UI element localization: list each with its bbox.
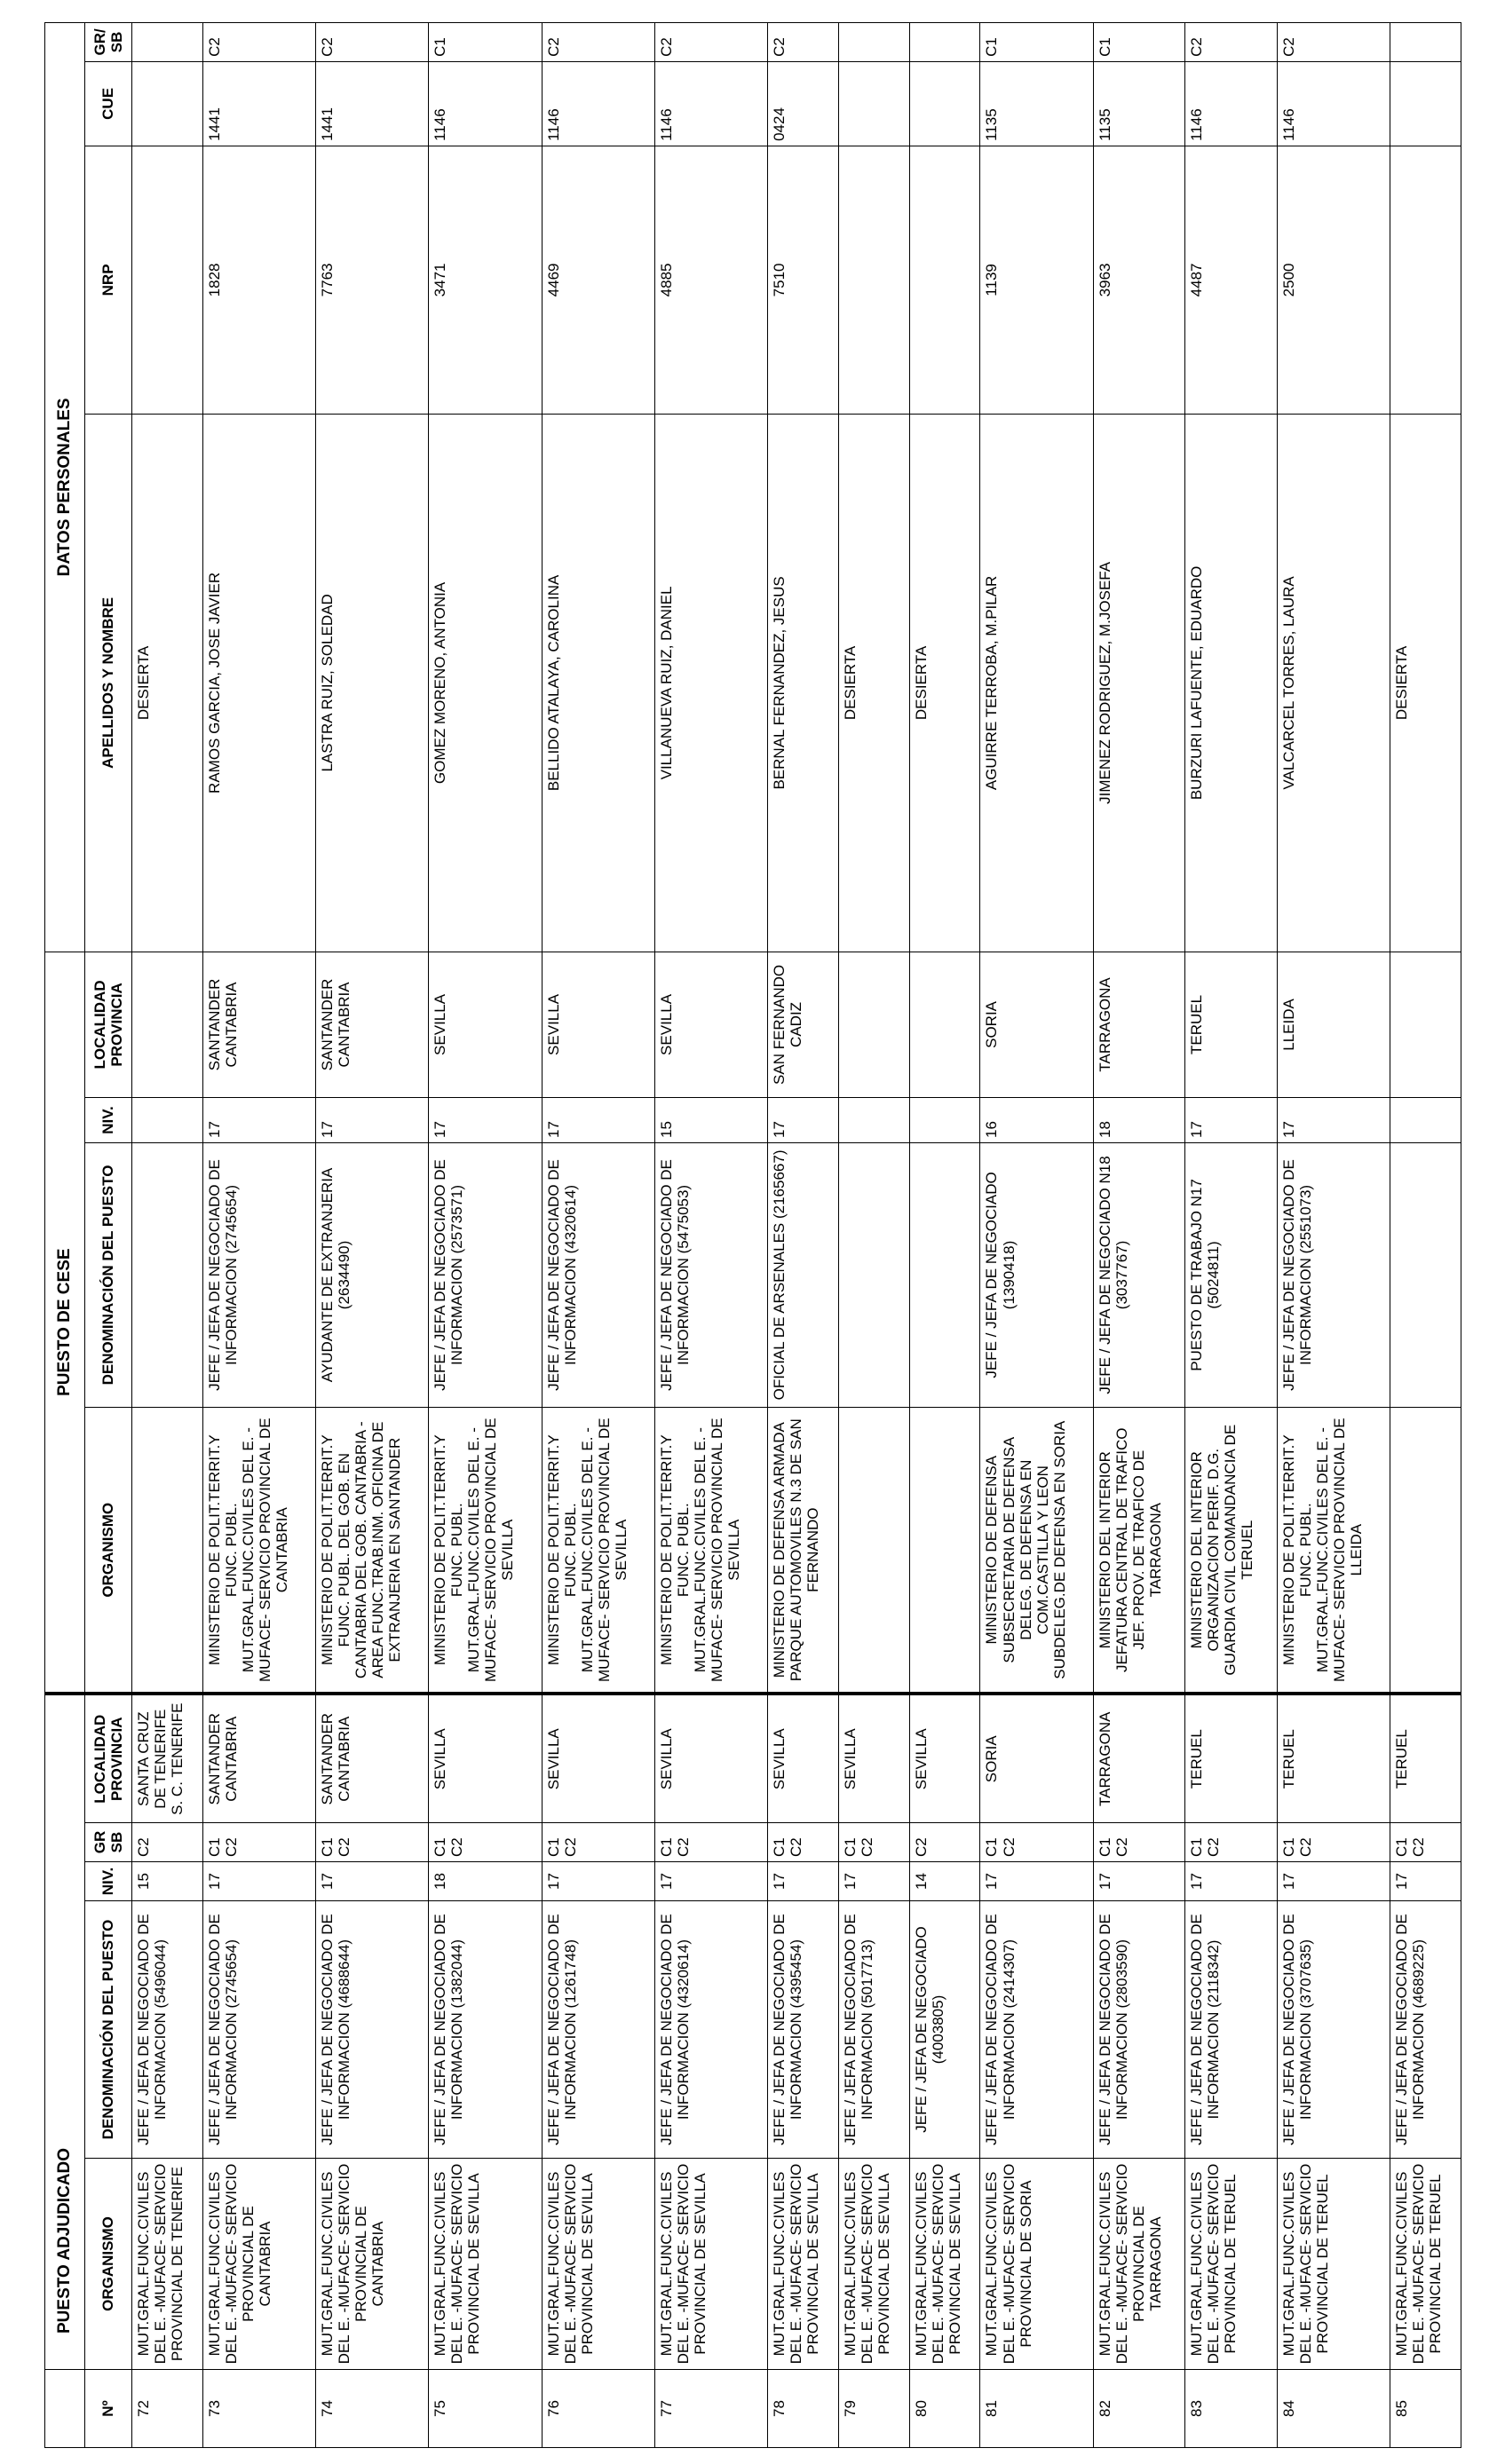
adjudicado-localidad: SEVILLA bbox=[838, 1694, 909, 1822]
cue: 1146 bbox=[654, 61, 767, 146]
row-number: 74 bbox=[316, 2370, 429, 2448]
adjudicado-grupo: C1 C2 bbox=[1093, 1823, 1185, 1862]
nrp: 3963 bbox=[1093, 146, 1185, 414]
adjudicado-organismo: MUT.GRAL.FUNC.CIVILES DEL E. -MUFACE- SERVICIO PROVINCIAL DE SEVILLA bbox=[542, 2159, 654, 2370]
cese-localidad bbox=[132, 952, 203, 1097]
nrp: 7763 bbox=[316, 146, 429, 414]
table-row bbox=[542, 22, 654, 2447]
adjudicado-denominacion: JEFE / JEFA DE NEGOCIADO DE INFORMACION (2745654) bbox=[202, 1901, 315, 2159]
adjudicado-nivel: 17 bbox=[768, 1862, 839, 1901]
row-number: 80 bbox=[909, 2370, 980, 2448]
col-cue: CUE bbox=[85, 61, 132, 146]
table-row bbox=[429, 22, 542, 2447]
adjudicado-organismo: MUT.GRAL.FUNC.CIVILES DEL E. -MUFACE- SERVICIO PROVINCIAL DE TENERIFE bbox=[132, 2159, 203, 2370]
row-number: 78 bbox=[768, 2370, 839, 2448]
row-number: 77 bbox=[654, 2370, 767, 2448]
col-gr-sb: GR SB bbox=[85, 1823, 132, 1862]
cese-nivel bbox=[838, 1097, 909, 1142]
apellidos-nombre: DESIERTA bbox=[838, 414, 909, 952]
cese-organismo: MINISTERIO DEL INTERIOR JEFATURA CENTRAL DE TRAFICO JEF. PROV. DE TRAFICO DE TARRAGONA bbox=[1093, 1407, 1185, 1694]
cese-localidad bbox=[1390, 952, 1461, 1097]
cese-organismo: MINISTERIO DE POLIT.TERRIT.Y FUNC. PUBL. MUT.GRAL.FUNC.CIVILES DEL E. -MUFACE- SERVICIO PROVINCIAL DE CANTABRIA bbox=[202, 1407, 315, 1694]
apellidos-nombre: JIMENEZ RODRIGUEZ, M.JOSEFA bbox=[1093, 414, 1185, 952]
cese-organismo bbox=[909, 1407, 980, 1694]
adjudicado-organismo: MUT.GRAL.FUNC.CIVILES DEL E. -MUFACE- SERVICIO PROVINCIAL DE SEVILLA bbox=[909, 2159, 980, 2370]
cese-localidad: TERUEL bbox=[1185, 952, 1278, 1097]
adjudicado-nivel: 17 bbox=[654, 1862, 767, 1901]
adjudicado-grupo: C1 C2 bbox=[1277, 1823, 1390, 1862]
adjudicado-denominacion: JEFE / JEFA DE NEGOCIADO DE INFORMACION (4320614) bbox=[654, 1901, 767, 2159]
cese-localidad: SEVILLA bbox=[429, 952, 542, 1097]
adjudicado-organismo: MUT.GRAL.FUNC.CIVILES DEL E. -MUFACE- SERVICIO PROVINCIAL DE TERUEL bbox=[1185, 2159, 1278, 2370]
nrp: 4469 bbox=[542, 146, 654, 414]
adjudicado-denominacion: JEFE / JEFA DE NEGOCIADO DE INFORMACION (1261748) bbox=[542, 1901, 654, 2159]
row-number: 73 bbox=[202, 2370, 315, 2448]
grupo-subgrupo bbox=[1390, 22, 1461, 61]
nrp: 2500 bbox=[1277, 146, 1390, 414]
adjudicado-organismo: MUT.GRAL.FUNC.CIVILES DEL E. -MUFACE- SERVICIO PROVINCIAL DE SORIA bbox=[980, 2159, 1093, 2370]
cese-nivel: 17 bbox=[1185, 1097, 1278, 1142]
adjudicado-nivel: 14 bbox=[909, 1862, 980, 1901]
cese-denominacion: JEFE / JEFA DE NEGOCIADO DE INFORMACION (2573571) bbox=[429, 1142, 542, 1407]
adjudicado-organismo: MUT.GRAL.FUNC.CIVILES DEL E. -MUFACE- SERVICIO PROVINCIAL DE SEVILLA bbox=[429, 2159, 542, 2370]
adjudicado-denominacion: JEFE / JEFA DE NEGOCIADO DE INFORMACION (2414307) bbox=[980, 1901, 1093, 2159]
adjudicado-denominacion: JEFE / JEFA DE NEGOCIADO DE INFORMACION (3707635) bbox=[1277, 1901, 1390, 2159]
row-number: 84 bbox=[1277, 2370, 1390, 2448]
cese-denominacion: JEFE / JEFA DE NEGOCIADO DE INFORMACION (2745654) bbox=[202, 1142, 315, 1407]
adjudicado-grupo: C1 C2 bbox=[1390, 1823, 1461, 1862]
adjudicado-denominacion: JEFE / JEFA DE NEGOCIADO DE INFORMACION (4689225) bbox=[1390, 1901, 1461, 2159]
nrp bbox=[838, 146, 909, 414]
table-row bbox=[980, 22, 1093, 2447]
grupo-subgrupo: C2 bbox=[768, 22, 839, 61]
adjudicado-organismo: MUT.GRAL.FUNC.CIVILES DEL E. -MUFACE- SERVICIO PROVINCIAL DE CANTABRIA bbox=[316, 2159, 429, 2370]
grupo-subgrupo: C2 bbox=[202, 22, 315, 61]
cue: 1146 bbox=[542, 61, 654, 146]
adjudicado-localidad: SEVILLA bbox=[768, 1694, 839, 1822]
cese-denominacion: AYUDANTE DE EXTRANJERIA (2634490) bbox=[316, 1142, 429, 1407]
adjudicado-nivel: 17 bbox=[202, 1862, 315, 1901]
grupo-subgrupo: C2 bbox=[316, 22, 429, 61]
apellidos-nombre: DESIERTA bbox=[132, 414, 203, 952]
adjudicado-organismo: MUT.GRAL.FUNC.CIVILES DEL E. -MUFACE- SERVICIO PROVINCIAL DE TERUEL bbox=[1277, 2159, 1390, 2370]
grupo-subgrupo: C2 bbox=[1277, 22, 1390, 61]
cue: 1135 bbox=[980, 61, 1093, 146]
cue bbox=[132, 61, 203, 146]
table-row bbox=[1277, 22, 1390, 2447]
cese-localidad: SANTANDER CANTABRIA bbox=[316, 952, 429, 1097]
apellidos-nombre: DESIERTA bbox=[1390, 414, 1461, 952]
col-niv: NIV. bbox=[85, 1862, 132, 1901]
resolution-table bbox=[44, 22, 1461, 2448]
grupo-subgrupo: C1 bbox=[980, 22, 1093, 61]
datos-personales-header: DATOS PERSONALES bbox=[45, 22, 85, 952]
cese-localidad: TARRAGONA bbox=[1093, 952, 1185, 1097]
adjudicado-organismo: MUT.GRAL.FUNC.CIVILES DEL E. -MUFACE- SERVICIO PROVINCIAL DE SEVILLA bbox=[654, 2159, 767, 2370]
puesto-cese-header: PUESTO DE CESE bbox=[45, 952, 85, 1694]
adjudicado-organismo: MUT.GRAL.FUNC.CIVILES DEL E. -MUFACE- SERVICIO PROVINCIAL DE SEVILLA bbox=[768, 2159, 839, 2370]
grupo-subgrupo bbox=[838, 22, 909, 61]
col-nrp: NRP bbox=[85, 146, 132, 414]
adjudicado-localidad: SEVILLA bbox=[542, 1694, 654, 1822]
cese-organismo: MINISTERIO DEL INTERIOR ORGANIZACION PERIF. D.G. GUARDIA CIVIL COMANDANCIA DE TERUEL bbox=[1185, 1407, 1278, 1694]
apellidos-nombre: RAMOS GARCIA, JOSE JAVIER bbox=[202, 414, 315, 952]
adjudicado-localidad: SANTANDER CANTABRIA bbox=[202, 1694, 315, 1822]
adjudicado-grupo: C1 C2 bbox=[654, 1823, 767, 1862]
col-gr-sb-2: GR/ SB bbox=[85, 22, 132, 61]
col-localidad: LOCALIDAD PROVINCIA bbox=[85, 1694, 132, 1822]
cese-organismo: MINISTERIO DE POLIT.TERRIT.Y FUNC. PUBL. MUT.GRAL.FUNC.CIVILES DEL E. -MUFACE- SERVICIO PROVINCIAL DE SEVILLA bbox=[542, 1407, 654, 1694]
adjudicado-localidad: TERUEL bbox=[1390, 1694, 1461, 1822]
blank-corner bbox=[45, 2370, 85, 2448]
cese-organismo: MINISTERIO DE POLIT.TERRIT.Y FUNC. PUBL. MUT.GRAL.FUNC.CIVILES DEL E. -MUFACE- SERVICIO PROVINCIAL DE LLEIDA bbox=[1277, 1407, 1390, 1694]
cese-denominacion: JEFE / JEFA DE NEGOCIADO (1390418) bbox=[980, 1142, 1093, 1407]
cese-nivel: 17 bbox=[542, 1097, 654, 1142]
adjudicado-organismo: MUT.GRAL.FUNC.CIVILES DEL E. -MUFACE- SERVICIO PROVINCIAL DE TERUEL bbox=[1390, 2159, 1461, 2370]
cese-nivel: 17 bbox=[1277, 1097, 1390, 1142]
adjudicado-nivel: 17 bbox=[1390, 1862, 1461, 1901]
cese-organismo: MINISTERIO DE POLIT.TERRIT.Y FUNC. PUBL. DEL GOB. EN CANTABRIA DEL GOB. CANTABRIA - AREA FUNC.TRAB.INM. OFICINA DE EXTRANJERIA EN SANTANDER bbox=[316, 1407, 429, 1694]
table-row bbox=[1390, 22, 1461, 2447]
table-row bbox=[132, 22, 203, 2447]
adjudicado-grupo: C1 C2 bbox=[316, 1823, 429, 1862]
cese-denominacion: PUESTO DE TRABAJO N17 (5024811) bbox=[1185, 1142, 1278, 1407]
col-denominacion: DENOMINACIÓN DEL PUESTO bbox=[85, 1901, 132, 2159]
adjudicado-localidad: SANTANDER CANTABRIA bbox=[316, 1694, 429, 1822]
apellidos-nombre: LASTRA RUIZ, SOLEDAD bbox=[316, 414, 429, 952]
adjudicado-nivel: 17 bbox=[838, 1862, 909, 1901]
table-row bbox=[909, 22, 980, 2447]
cese-organismo bbox=[838, 1407, 909, 1694]
cue bbox=[838, 61, 909, 146]
cese-denominacion bbox=[1390, 1142, 1461, 1407]
adjudicado-localidad: TARRAGONA bbox=[1093, 1694, 1185, 1822]
cese-nivel: 15 bbox=[654, 1097, 767, 1142]
cue bbox=[1390, 61, 1461, 146]
adjudicado-localidad: TERUEL bbox=[1185, 1694, 1278, 1822]
cue: 0424 bbox=[768, 61, 839, 146]
col-cese-niv: NIV. bbox=[85, 1097, 132, 1142]
grupo-subgrupo: C2 bbox=[542, 22, 654, 61]
row-number: 82 bbox=[1093, 2370, 1185, 2448]
adjudicado-nivel: 17 bbox=[1277, 1862, 1390, 1901]
cue: 1441 bbox=[316, 61, 429, 146]
adjudicado-nivel: 17 bbox=[980, 1862, 1093, 1901]
apellidos-nombre: VALCARCEL TORRES, LAURA bbox=[1277, 414, 1390, 952]
apellidos-nombre: AGUIRRE TERROBA, M.PILAR bbox=[980, 414, 1093, 952]
cese-localidad: SEVILLA bbox=[654, 952, 767, 1097]
cese-nivel: 18 bbox=[1093, 1097, 1185, 1142]
nrp: 4487 bbox=[1185, 146, 1278, 414]
grupo-subgrupo: C2 bbox=[654, 22, 767, 61]
adjudicado-denominacion: JEFE / JEFA DE NEGOCIADO DE INFORMACION (1382044) bbox=[429, 1901, 542, 2159]
cue: 1146 bbox=[1185, 61, 1278, 146]
col-cese-denominacion: DENOMINACIÓN DEL PUESTO bbox=[85, 1142, 132, 1407]
cese-localidad: LLEIDA bbox=[1277, 952, 1390, 1097]
adjudicado-localidad: SORIA bbox=[980, 1694, 1093, 1822]
cese-organismo: MINISTERIO DE POLIT.TERRIT.Y FUNC. PUBL. MUT.GRAL.FUNC.CIVILES DEL E. -MUFACE- SERVICIO PROVINCIAL DE SEVILLA bbox=[429, 1407, 542, 1694]
cese-organismo bbox=[1390, 1407, 1461, 1694]
col-apellidos: APELLIDOS Y NOMBRE bbox=[85, 414, 132, 952]
table-row bbox=[1185, 22, 1278, 2447]
cese-denominacion bbox=[132, 1142, 203, 1407]
cese-nivel: 16 bbox=[980, 1097, 1093, 1142]
cese-denominacion: JEFE / JEFA DE NEGOCIADO DE INFORMACION (5475053) bbox=[654, 1142, 767, 1407]
adjudicado-denominacion: JEFE / JEFA DE NEGOCIADO (4003805) bbox=[909, 1901, 980, 2159]
column-header-row bbox=[85, 22, 132, 2447]
row-number: 83 bbox=[1185, 2370, 1278, 2448]
adjudicado-organismo: MUT.GRAL.FUNC.CIVILES DEL E. -MUFACE- SERVICIO PROVINCIAL DE CANTABRIA bbox=[202, 2159, 315, 2370]
adjudicado-nivel: 17 bbox=[1185, 1862, 1278, 1901]
grupo-subgrupo: C2 bbox=[1185, 22, 1278, 61]
cese-nivel bbox=[1390, 1097, 1461, 1142]
row-number: 79 bbox=[838, 2370, 909, 2448]
adjudicado-organismo: MUT.GRAL.FUNC.CIVILES DEL E. -MUFACE- SERVICIO PROVINCIAL DE TARRAGONA bbox=[1093, 2159, 1185, 2370]
col-cese-localidad: LOCALIDAD PROVINCIA bbox=[85, 952, 132, 1097]
adjudicado-denominacion: JEFE / JEFA DE NEGOCIADO DE INFORMACION (2803590) bbox=[1093, 1901, 1185, 2159]
cue bbox=[909, 61, 980, 146]
row-number: 76 bbox=[542, 2370, 654, 2448]
grupo-subgrupo bbox=[132, 22, 203, 61]
cese-nivel: 17 bbox=[768, 1097, 839, 1142]
apellidos-nombre: VILLANUEVA RUIZ, DANIEL bbox=[654, 414, 767, 952]
adjudicado-nivel: 15 bbox=[132, 1862, 203, 1901]
cese-denominacion: JEFE / JEFA DE NEGOCIADO N18 (3037767) bbox=[1093, 1142, 1185, 1407]
adjudicado-grupo: C2 bbox=[132, 1823, 203, 1862]
cese-localidad: SORIA bbox=[980, 952, 1093, 1097]
col-num: Nº bbox=[85, 2370, 132, 2448]
nrp: 1139 bbox=[980, 146, 1093, 414]
table-row bbox=[838, 22, 909, 2447]
cese-organismo: MINISTERIO DE DEFENSA ARMADA PARQUE AUTOMOVILES N.3 DE SAN FERNANDO bbox=[768, 1407, 839, 1694]
nrp: 3471 bbox=[429, 146, 542, 414]
cese-nivel bbox=[132, 1097, 203, 1142]
grupo-subgrupo: C1 bbox=[429, 22, 542, 61]
apellidos-nombre: BELLIDO ATALAYA, CAROLINA bbox=[542, 414, 654, 952]
cese-denominacion: JEFE / JEFA DE NEGOCIADO DE INFORMACION (2551073) bbox=[1277, 1142, 1390, 1407]
row-number: 72 bbox=[132, 2370, 203, 2448]
adjudicado-localidad: SEVILLA bbox=[909, 1694, 980, 1822]
adjudicado-denominacion: JEFE / JEFA DE NEGOCIADO DE INFORMACION (4395454) bbox=[768, 1901, 839, 2159]
nrp: 1828 bbox=[202, 146, 315, 414]
cese-nivel: 17 bbox=[202, 1097, 315, 1142]
apellidos-nombre: BERNAL FERNANDEZ, JESUS bbox=[768, 414, 839, 952]
adjudicado-grupo: C1 C2 bbox=[980, 1823, 1093, 1862]
adjudicado-grupo: C1 C2 bbox=[202, 1823, 315, 1862]
cese-denominacion bbox=[909, 1142, 980, 1407]
adjudicado-grupo: C1 C2 bbox=[768, 1823, 839, 1862]
adjudicado-localidad: SEVILLA bbox=[654, 1694, 767, 1822]
adjudicado-organismo: MUT.GRAL.FUNC.CIVILES DEL E. -MUFACE- SERVICIO PROVINCIAL DE SEVILLA bbox=[838, 2159, 909, 2370]
cue: 1146 bbox=[429, 61, 542, 146]
cue: 1441 bbox=[202, 61, 315, 146]
cese-localidad: SAN FERNANDO CADIZ bbox=[768, 952, 839, 1097]
table-row bbox=[202, 22, 315, 2447]
table-row bbox=[768, 22, 839, 2447]
grupo-subgrupo bbox=[909, 22, 980, 61]
row-number: 81 bbox=[980, 2370, 1093, 2448]
adjudicado-denominacion: JEFE / JEFA DE NEGOCIADO DE INFORMACION (5496044) bbox=[132, 1901, 203, 2159]
adjudicado-nivel: 17 bbox=[542, 1862, 654, 1901]
cese-organismo: MINISTERIO DE POLIT.TERRIT.Y FUNC. PUBL. MUT.GRAL.FUNC.CIVILES DEL E. -MUFACE- SERVICIO PROVINCIAL DE SEVILLA bbox=[654, 1407, 767, 1694]
apellidos-nombre: GOMEZ MORENO, ANTONIA bbox=[429, 414, 542, 952]
cese-localidad bbox=[838, 952, 909, 1097]
grupo-subgrupo: C1 bbox=[1093, 22, 1185, 61]
cese-organismo bbox=[132, 1407, 203, 1694]
cese-localidad: SANTANDER CANTABRIA bbox=[202, 952, 315, 1097]
nrp bbox=[132, 146, 203, 414]
cue: 1135 bbox=[1093, 61, 1185, 146]
cese-nivel bbox=[909, 1097, 980, 1142]
cese-denominacion: JEFE / JEFA DE NEGOCIADO DE INFORMACION (4320614) bbox=[542, 1142, 654, 1407]
cese-denominacion bbox=[838, 1142, 909, 1407]
adjudicado-denominacion: JEFE / JEFA DE NEGOCIADO DE INFORMACION (4688644) bbox=[316, 1901, 429, 2159]
cese-denominacion: OFICIAL DE ARSENALES (2165667) bbox=[768, 1142, 839, 1407]
cese-nivel: 17 bbox=[429, 1097, 542, 1142]
group-header-row bbox=[45, 22, 85, 2447]
nrp: 7510 bbox=[768, 146, 839, 414]
adjudicado-grupo: C1 C2 bbox=[838, 1823, 909, 1862]
apellidos-nombre: BURZURI LAFUENTE, EDUARDO bbox=[1185, 414, 1278, 952]
adjudicado-grupo: C2 bbox=[909, 1823, 980, 1862]
cese-organismo: MINISTERIO DE DEFENSA SUBSECRETARIA DE DEFENSA DELEG. DE DEFENSA EN COM.CASTILLA Y LEON SUBDELEG.DE DEFENSA EN SORIA bbox=[980, 1407, 1093, 1694]
apellidos-nombre: DESIERTA bbox=[909, 414, 980, 952]
adjudicado-grupo: C1 C2 bbox=[542, 1823, 654, 1862]
cese-localidad: SEVILLA bbox=[542, 952, 654, 1097]
puesto-adjudicado-header: PUESTO ADJUDICADO bbox=[45, 1694, 85, 2369]
adjudicado-denominacion: JEFE / JEFA DE NEGOCIADO DE INFORMACION (2118342) bbox=[1185, 1901, 1278, 2159]
adjudicado-localidad: SANTA CRUZ DE TENERIFE S. C. TENERIFE bbox=[132, 1694, 203, 1822]
cese-localidad bbox=[909, 952, 980, 1097]
row-number: 85 bbox=[1390, 2370, 1461, 2448]
adjudicado-grupo: C1 C2 bbox=[429, 1823, 542, 1862]
col-organismo: ORGANISMO bbox=[85, 2159, 132, 2370]
cue: 1146 bbox=[1277, 61, 1390, 146]
table-row bbox=[654, 22, 767, 2447]
adjudicado-nivel: 17 bbox=[316, 1862, 429, 1901]
nrp: 4885 bbox=[654, 146, 767, 414]
col-cese-organismo: ORGANISMO bbox=[85, 1407, 132, 1694]
table-row bbox=[316, 22, 429, 2447]
adjudicado-localidad: SEVILLA bbox=[429, 1694, 542, 1822]
adjudicado-localidad: TERUEL bbox=[1277, 1694, 1390, 1822]
nrp bbox=[909, 146, 980, 414]
adjudicado-grupo: C1 C2 bbox=[1185, 1823, 1278, 1862]
adjudicado-nivel: 17 bbox=[1093, 1862, 1185, 1901]
adjudicado-nivel: 18 bbox=[429, 1862, 542, 1901]
table-row bbox=[1093, 22, 1185, 2447]
adjudicado-denominacion: JEFE / JEFA DE NEGOCIADO DE INFORMACION (5017713) bbox=[838, 1901, 909, 2159]
cese-nivel: 17 bbox=[316, 1097, 429, 1142]
row-number: 75 bbox=[429, 2370, 542, 2448]
nrp bbox=[1390, 146, 1461, 414]
